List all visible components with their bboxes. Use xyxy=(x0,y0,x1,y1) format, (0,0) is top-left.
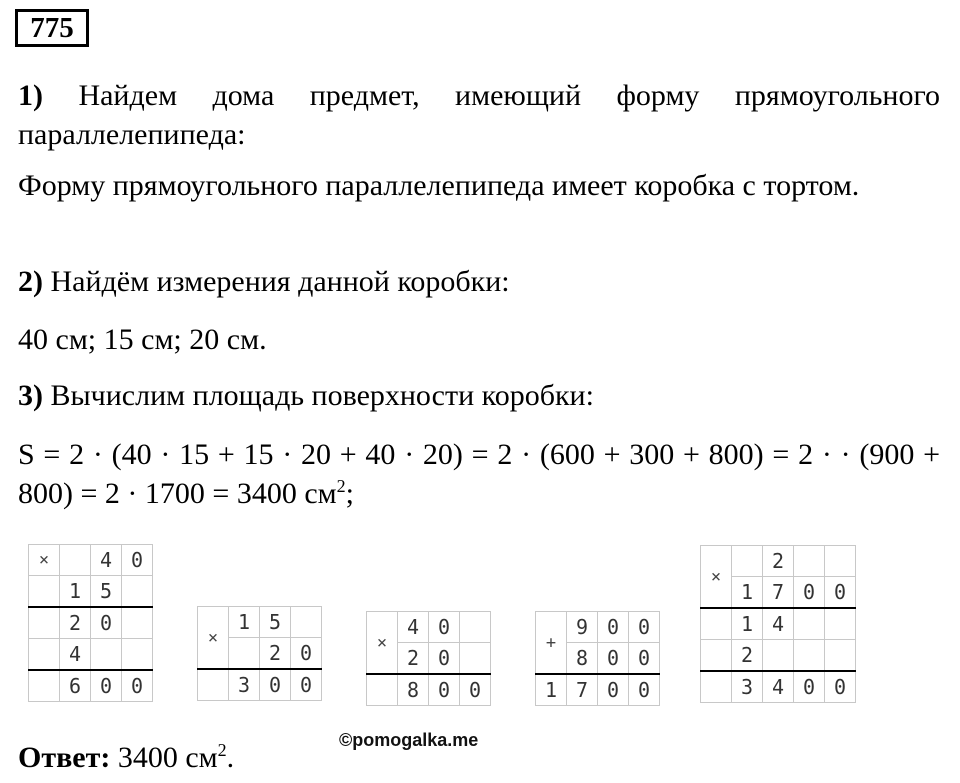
calc-row xyxy=(701,608,856,640)
calc-digit: 2 xyxy=(763,546,794,577)
calc-operator: × xyxy=(701,546,732,609)
formula-sup: 2 xyxy=(336,476,346,496)
calc-digit xyxy=(29,607,60,639)
calc-digit: 0 xyxy=(598,674,629,706)
calc-row xyxy=(701,546,856,577)
calc-digit xyxy=(29,670,60,702)
step-1-label: 1) xyxy=(18,79,43,112)
calc-digit xyxy=(291,607,322,638)
calc-digit: 0 xyxy=(291,638,322,670)
calc-digit: 0 xyxy=(629,674,660,706)
calc-digit xyxy=(60,545,91,576)
calc-digit: 0 xyxy=(91,670,122,702)
calc-digit: 6 xyxy=(60,670,91,702)
step-2-answer: 40 см; 15 см; 20 см. xyxy=(18,323,267,356)
calc-digit: 1 xyxy=(732,608,763,640)
calc-digit: 8 xyxy=(567,643,598,675)
calc-digit: 1 xyxy=(536,674,567,706)
calc-digit xyxy=(701,640,732,672)
calc-digit: 4 xyxy=(91,545,122,576)
formula-tail: ; xyxy=(345,477,354,510)
calc-digit: 0 xyxy=(598,612,629,643)
calc-digit: 2 xyxy=(260,638,291,670)
calc-row xyxy=(29,607,153,639)
calc-digit: 1 xyxy=(60,576,91,608)
calc-digit xyxy=(122,607,153,639)
calc-900plus800 xyxy=(535,611,660,706)
watermark: ©pomogalka.me xyxy=(339,730,479,750)
calc-row xyxy=(367,612,491,643)
calc-digit: 0 xyxy=(429,674,460,706)
answer-tail: . xyxy=(226,741,235,774)
calc-digit: 5 xyxy=(91,576,122,608)
calc-digit xyxy=(763,640,794,672)
calc-digit: 0 xyxy=(122,545,153,576)
calc-row xyxy=(29,670,153,702)
calc-1700x2 xyxy=(700,545,856,703)
calc-digit xyxy=(122,576,153,608)
step-3 xyxy=(18,376,940,415)
calc-40x15 xyxy=(28,544,153,702)
calc-digit xyxy=(825,546,856,577)
calc-digit: 0 xyxy=(260,669,291,701)
calc-digit: 2 xyxy=(732,640,763,672)
calc-digit xyxy=(122,639,153,671)
calc-digit xyxy=(460,612,491,643)
calc-row xyxy=(29,576,153,608)
calc-digit: 4 xyxy=(763,671,794,703)
answer-sup: 2 xyxy=(217,740,227,760)
answer-label: Ответ: xyxy=(18,741,111,774)
calc-row xyxy=(536,612,660,643)
calc-digit: 0 xyxy=(429,612,460,643)
calc-digit xyxy=(825,608,856,640)
calc-operator: × xyxy=(367,612,398,675)
step-3-text: Вычислим площадь поверхности коробки: xyxy=(50,379,594,412)
calc-digit: 7 xyxy=(763,577,794,609)
calc-digit: 8 xyxy=(398,674,429,706)
step-1 xyxy=(18,76,940,154)
calc-digit: 0 xyxy=(794,671,825,703)
calc-digit: 0 xyxy=(91,607,122,639)
calc-digit: 7 xyxy=(567,674,598,706)
calc-digit: 0 xyxy=(629,612,660,643)
calc-operator: × xyxy=(198,607,229,670)
calc-digit xyxy=(701,608,732,640)
step-2-text: Найдём измерения данной коробки: xyxy=(50,265,510,298)
calc-operator: + xyxy=(536,612,567,675)
step-2-label: 2) xyxy=(18,265,43,298)
calc-digit: 3 xyxy=(229,669,260,701)
step-1-text: Найдем дома предмет, имеющий форму прямоугольного параллелепипеда: xyxy=(18,79,940,151)
calc-row xyxy=(701,640,856,672)
step-3-label: 3) xyxy=(18,379,43,412)
calc-digit: 0 xyxy=(598,643,629,675)
answer-value: 3400 см xyxy=(117,741,218,774)
calc-digit: 4 xyxy=(763,608,794,640)
calc-digit: 0 xyxy=(429,643,460,675)
calc-row xyxy=(536,674,660,706)
calc-digit xyxy=(29,639,60,671)
calc-digit: 4 xyxy=(398,612,429,643)
calc-operator: × xyxy=(29,545,60,576)
calc-digit xyxy=(732,546,763,577)
calc-row xyxy=(367,674,491,706)
calc-digit xyxy=(367,674,398,706)
calc-row xyxy=(701,671,856,703)
calc-digit xyxy=(460,643,491,675)
calc-digit xyxy=(825,640,856,672)
calc-row xyxy=(198,669,322,701)
answer xyxy=(18,738,234,777)
calc-row xyxy=(198,607,322,638)
calc-digit xyxy=(794,640,825,672)
calc-row xyxy=(29,639,153,671)
calc-digit xyxy=(794,546,825,577)
calc-digit: 3 xyxy=(732,671,763,703)
calc-digit xyxy=(229,638,260,670)
step-1-answer: Форму прямоугольного параллелепипеда имеет коробка с тортом. xyxy=(18,169,860,202)
calc-digit xyxy=(91,639,122,671)
calc-digit: 1 xyxy=(229,607,260,638)
formula-text: S = 2 · (40 · 15 + 15 · 20 + 40 · 20) = 2 · (600 + 300 + 800) = 2 · · (900 + 800) = 2 · 1700 = 3400 см xyxy=(18,438,940,510)
calc-row xyxy=(29,545,153,576)
calc-digit xyxy=(198,669,229,701)
calc-digit xyxy=(29,576,60,608)
calc-digit: 0 xyxy=(825,671,856,703)
calc-digit xyxy=(701,671,732,703)
step-2 xyxy=(18,262,940,301)
calc-digit: 4 xyxy=(60,639,91,671)
task-number: 775 xyxy=(15,9,89,47)
calc-digit: 0 xyxy=(291,669,322,701)
calc-digit: 0 xyxy=(460,674,491,706)
calc-digit: 0 xyxy=(122,670,153,702)
calc-40x20 xyxy=(366,611,491,706)
calc-digit: 2 xyxy=(398,643,429,675)
calc-digit: 0 xyxy=(629,643,660,675)
formula xyxy=(18,435,940,513)
calc-digit: 1 xyxy=(732,577,763,609)
calc-15x20 xyxy=(197,606,322,701)
calc-digit: 9 xyxy=(567,612,598,643)
calc-digit: 2 xyxy=(60,607,91,639)
calc-digit: 0 xyxy=(825,577,856,609)
calc-digit: 0 xyxy=(794,577,825,609)
calc-digit xyxy=(794,608,825,640)
calc-digit: 5 xyxy=(260,607,291,638)
